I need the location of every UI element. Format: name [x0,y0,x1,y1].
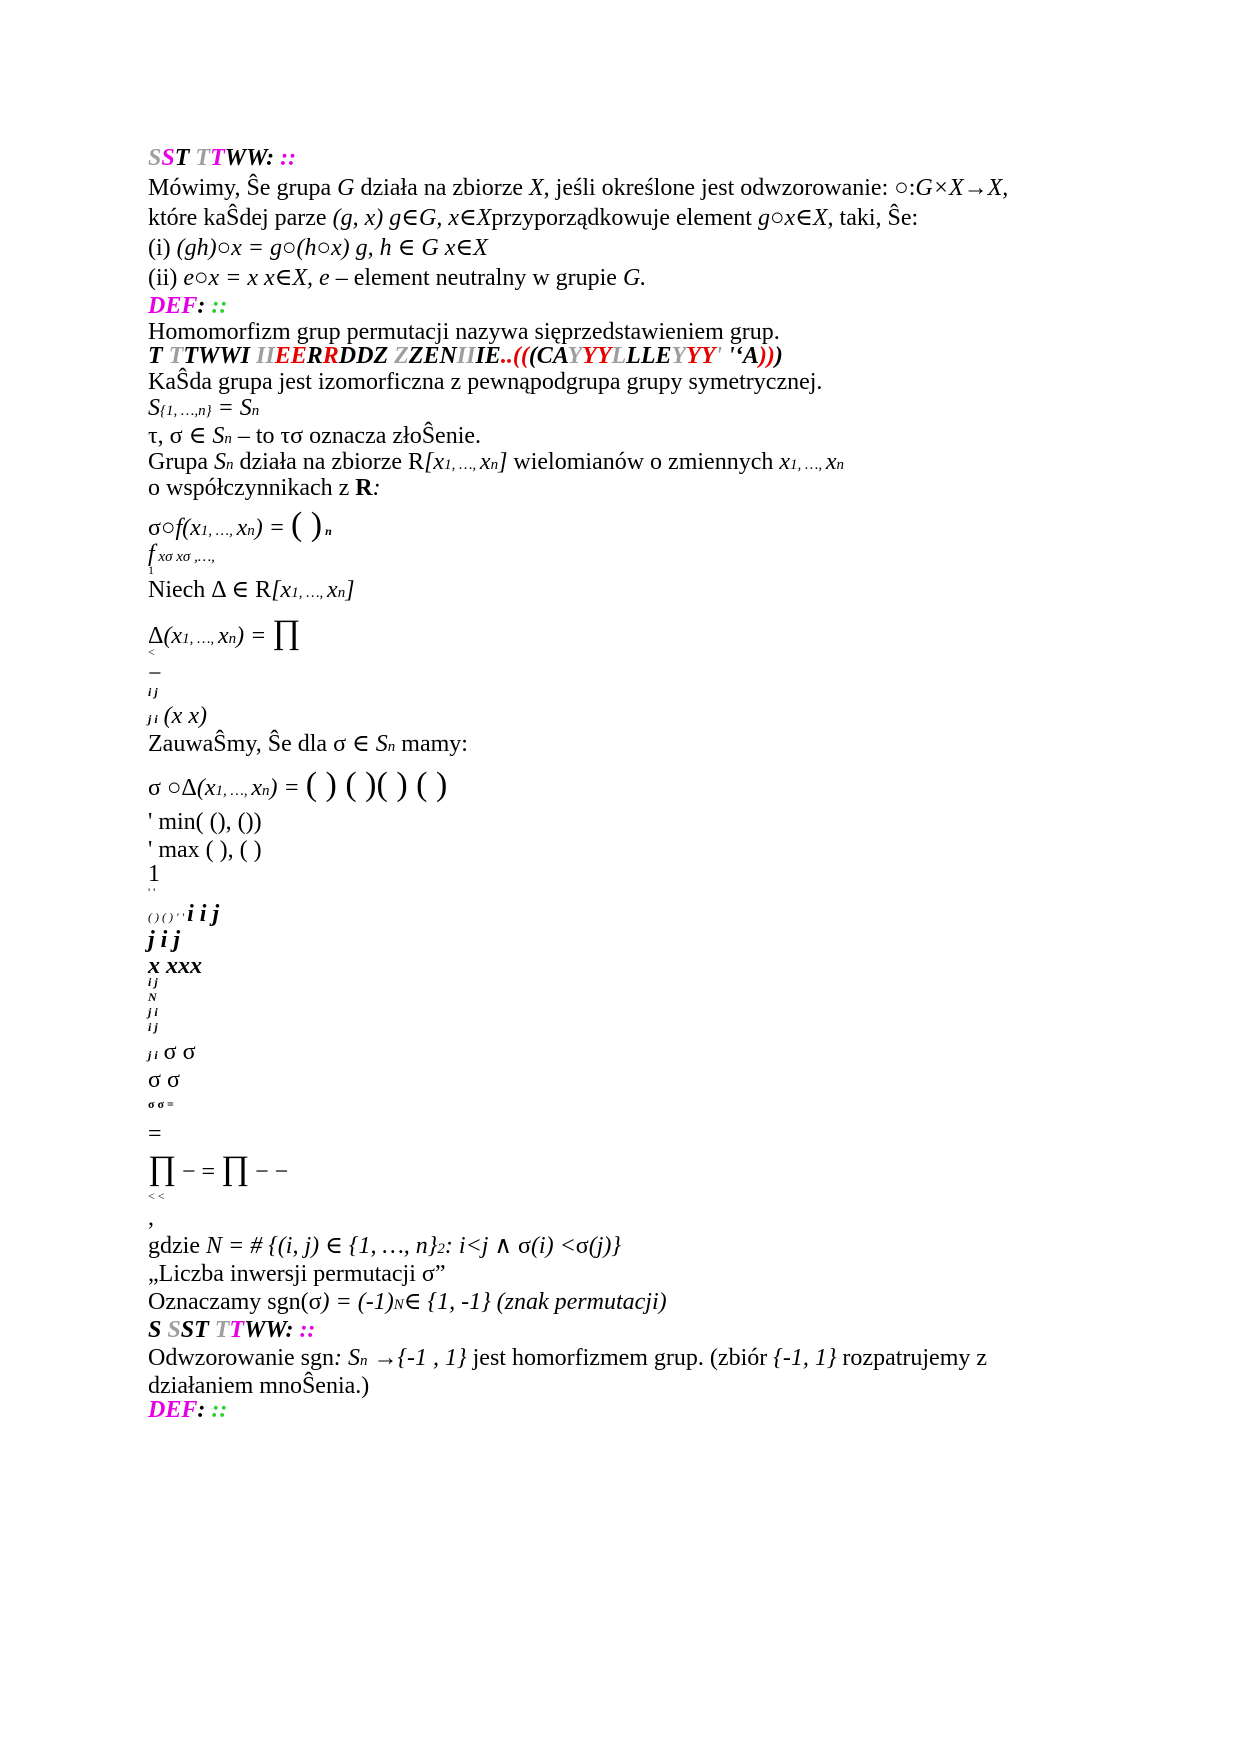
condition-ii: (ii) e○x = x x∈X, e – element neutralny w grupie G. [148,265,647,291]
condition-i: (i) (gh)○x = g○(h○x) g, h ∈ G x∈X [148,235,488,261]
formula-fragment-ij: i j [148,685,158,699]
formula-fragment-xxxx: x xxx [148,953,202,979]
inversion-quote: „Liczba inwersji permutacji σ” [148,1261,446,1287]
formula-f-args: f xσ xσ ,…, [148,541,215,567]
formula-products: ∏ − = ∏ − − [148,1150,289,1187]
heading-stw-1: SST TTWW: :: [148,145,297,171]
coefficients-line: o współczynnikach z R: [148,475,381,501]
formula-min: ' min( (), ()) [148,809,262,835]
theorem-text: KaŜda grupa jest izomorficzna z pewnąpodgrupa grupy symetrycznej. [148,369,823,395]
formula-fragment-ij-2: i j [148,975,158,989]
inversion-count-definition: gdzie N = # {(i, j) ∈ {1, …, n}2: i<j ∧ σ(i) <σ(j)} [148,1233,621,1259]
formula-fragment-minus: − [148,661,162,687]
formula-max: ' max ( ), ( ) [148,837,262,863]
multiplication-line: działaniem mnoŜenia.) [148,1373,370,1399]
composition-line: τ, σ ∈ Sn – to τσ oznacza złoŜenie. [148,423,482,449]
delta-product-formula: Δ(x1, …, xn) = ∏ [148,614,301,651]
sign-definition: Oznaczamy sgn(σ) = (-1)N∈ {1, -1} (znak permutacji) [148,1289,667,1315]
heading-stw-2: S SST TTWW: :: [148,1317,316,1343]
heading-def-1: DEF: :: [148,293,228,319]
formula-fragment-lt-lt: < < [148,1189,165,1203]
formula-fragment-ji-xx: j i (x x) [148,703,207,729]
formula-fragment-eq: = [148,1121,162,1147]
symmetric-group-def: S{1, …,n} = Sn [148,395,260,421]
group-action-line: Grupa Sn działa na zbiorze R[x1, …, xn] wielomianów o zmiennych x1, …, xn [148,449,844,475]
sgn-homomorphism-line: Odwzorowanie sgn: Sn →{-1 , 1} jest homorfizmem grup. (zbiór {-1, 1} rozpatrujemy z [148,1345,988,1371]
formula-fragment-jij: j i j [148,927,181,953]
zauwazmy-line: ZauwaŜmy, Ŝe dla σ ∈ Sn mamy: [148,731,468,757]
formula-fragment-sigma-sigma: σ σ [148,1067,180,1093]
niech-delta-line: Niech Δ ∈ R[x1, …, xn] [148,577,355,603]
formula-fragment-n: N [148,990,157,1004]
text-line-1: Mówimy, Ŝe grupa G działa na zbiorze X, jeśli określone jest odwzorowanie: ○:G×X→X, [148,175,1009,201]
heading-twierdzenie-cayleya: T TTWWI IIEERRDDZ ZZENIIIE..(((CAYYYLLLEYYY' '‘A))) [148,343,783,369]
formula-fragment-comma: , [148,1205,154,1231]
formula-fragment-1: 1 [148,563,154,577]
formula-fragment-ji-sigma: j i σ σ [148,1039,196,1065]
formula-primes: ' ' [148,885,156,899]
formula-fragment-ij-3: i j [148,1020,158,1034]
formula-fragment-lt: < [148,645,155,659]
definition-text: Homomorfizm grup permutacji nazywa sięprzedstawieniem grup. [148,319,780,345]
text-line-2: które kaŜdej parze (g, x) g∈G, x∈Xprzyporządkowuje element g○x∈X, taki, Ŝe: [148,205,919,231]
formula-fragment-ji: j i [148,1005,158,1019]
sigma-delta-formula: σ ○Δ(x1, …, xn) = ( ) ( )( ) ( ) [148,766,448,803]
heading-def-2: DEF: :: [148,1397,228,1423]
formula-sigma-f: σ○f(x1, …, xn) = ( ) n [148,506,332,543]
formula-fragment-iij: ( ) ( ) ' ' i i j [148,901,220,927]
formula-fragment-sigma-eq: σ σ = [148,1097,174,1111]
formula-one: 1 [148,861,160,887]
